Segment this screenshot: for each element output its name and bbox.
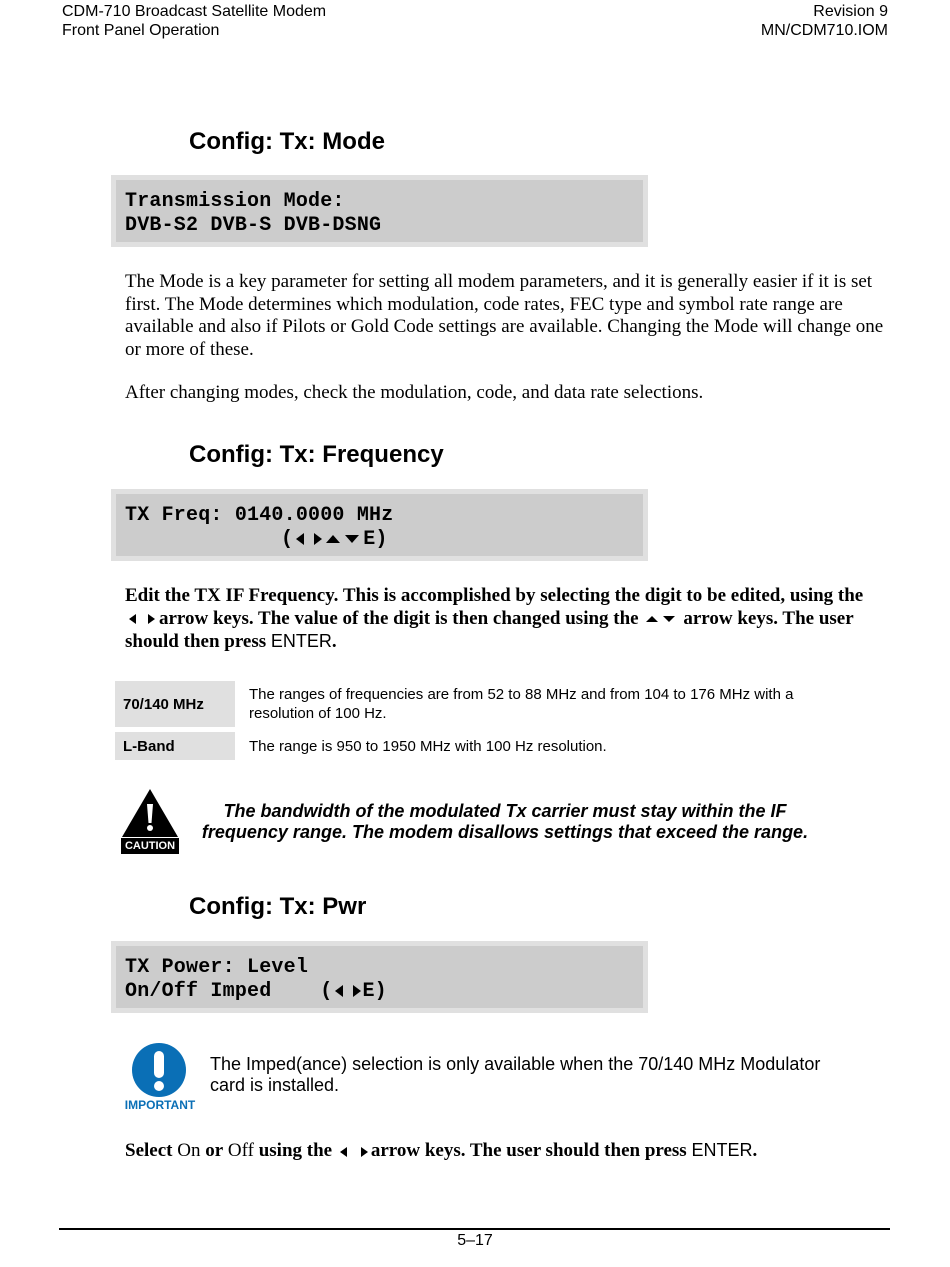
section-heading-frequency: Config: Tx: Frequency — [189, 441, 444, 468]
lcd-line-2 — [125, 980, 387, 1003]
left-right-arrows-icon — [125, 611, 159, 627]
lcd-enter-close: E) — [363, 528, 388, 551]
lcd-display-mode — [111, 175, 648, 247]
revision-label: Revision 9 — [813, 3, 888, 20]
table-row — [115, 732, 819, 760]
footer-rule — [59, 1228, 890, 1230]
page-header-right — [761, 2, 888, 40]
caution-message: The bandwidth of the modulated Tx carrier must stay within the IF frequency range. The modem disallows settings that exceed the range. — [201, 801, 809, 842]
important-label: IMPORTANT — [124, 1098, 196, 1112]
lcd-line-2-text: On/Off Imped ( — [125, 980, 333, 1003]
lcd-display-frequency — [111, 489, 648, 561]
range-label: 70/140 MHz — [115, 681, 235, 727]
table-row — [115, 681, 819, 727]
instruction-part-1: Edit the TX IF Frequency. This is accomplished by selecting the digit to be edited, using the — [125, 585, 864, 606]
important-message: The Imped(ance) selection is only available when the 70/140 MHz Modulator card is installed. — [210, 1054, 821, 1095]
lcd-enter-close: E) — [362, 980, 387, 1003]
caution-icon — [120, 787, 180, 857]
document-number: MN/CDM710.IOM — [760, 22, 888, 39]
on-option: On — [177, 1140, 201, 1161]
up-down-arrows-icon — [643, 611, 683, 627]
left-right-arrows-icon — [332, 983, 362, 999]
power-instructions: Select On or Off using the arrow keys. The user should then press ENTER. — [125, 1140, 758, 1161]
lcd-line-1: TX Power: Level — [125, 956, 309, 979]
caution-label: CAUTION — [124, 840, 176, 852]
instruction-part-3: arrow keys. The user should then press — [125, 607, 854, 652]
section-heading-mode: Config: Tx: Mode — [189, 128, 385, 155]
frequency-range-table — [113, 676, 821, 765]
range-text: The range is 950 to 1950 MHz with 100 Hz resolution. — [249, 737, 607, 755]
instruction-part-2: arrow keys. The value of the digit is then changed using the — [159, 607, 639, 629]
up-down-arrows-icon — [323, 531, 363, 547]
chapter-title: Front Panel Operation — [62, 22, 220, 39]
enter-key-label: ENTER — [691, 1140, 753, 1160]
lcd-paren-open: ( — [281, 528, 294, 551]
lcd-line-1: Transmission Mode: — [125, 190, 345, 213]
range-label: L-Band — [115, 732, 235, 760]
left-right-arrows-icon — [337, 1144, 371, 1160]
mode-description: The Mode is a key parameter for setting all modem parameters, and it is generally easier if it is set first. The Mode determines which modulation, code rates, FEC type and symbol rate range are available and also if Pilots or Gold Code settings are available. Changing the Mode will change one or more of these. — [125, 271, 884, 360]
frequency-instructions: Edit the TX IF Frequency. This is accomplished by selecting the digit to be edited, using the arrow keys. The value of the digit is then changed using the arrow keys. The user should then press ENTER. — [125, 585, 864, 652]
page-number: 5–17 — [457, 1232, 493, 1249]
page-header-left — [62, 2, 326, 40]
lcd-display-power — [111, 941, 648, 1013]
lcd-line-1: TX Freq: 0140.0000 MHz — [125, 504, 394, 527]
important-icon — [122, 1042, 198, 1114]
mode-note: After changing modes, check the modulation, code, and data rate selections. — [125, 382, 704, 403]
enter-key-label: ENTER — [270, 631, 332, 651]
document-title: CDM-710 Broadcast Satellite Modem — [62, 3, 327, 20]
lcd-line-2: DVB-S2 DVB-S DVB-DSNG — [125, 214, 382, 237]
range-text: The ranges of frequencies are from 52 to 88 MHz and from 104 to 176 MHz with a resolution of 100 Hz. — [249, 686, 794, 722]
off-option: Off — [227, 1140, 254, 1161]
left-right-arrows-icon — [293, 531, 323, 547]
lcd-line-2 — [281, 528, 388, 551]
section-heading-power: Config: Tx: Pwr — [189, 893, 367, 920]
